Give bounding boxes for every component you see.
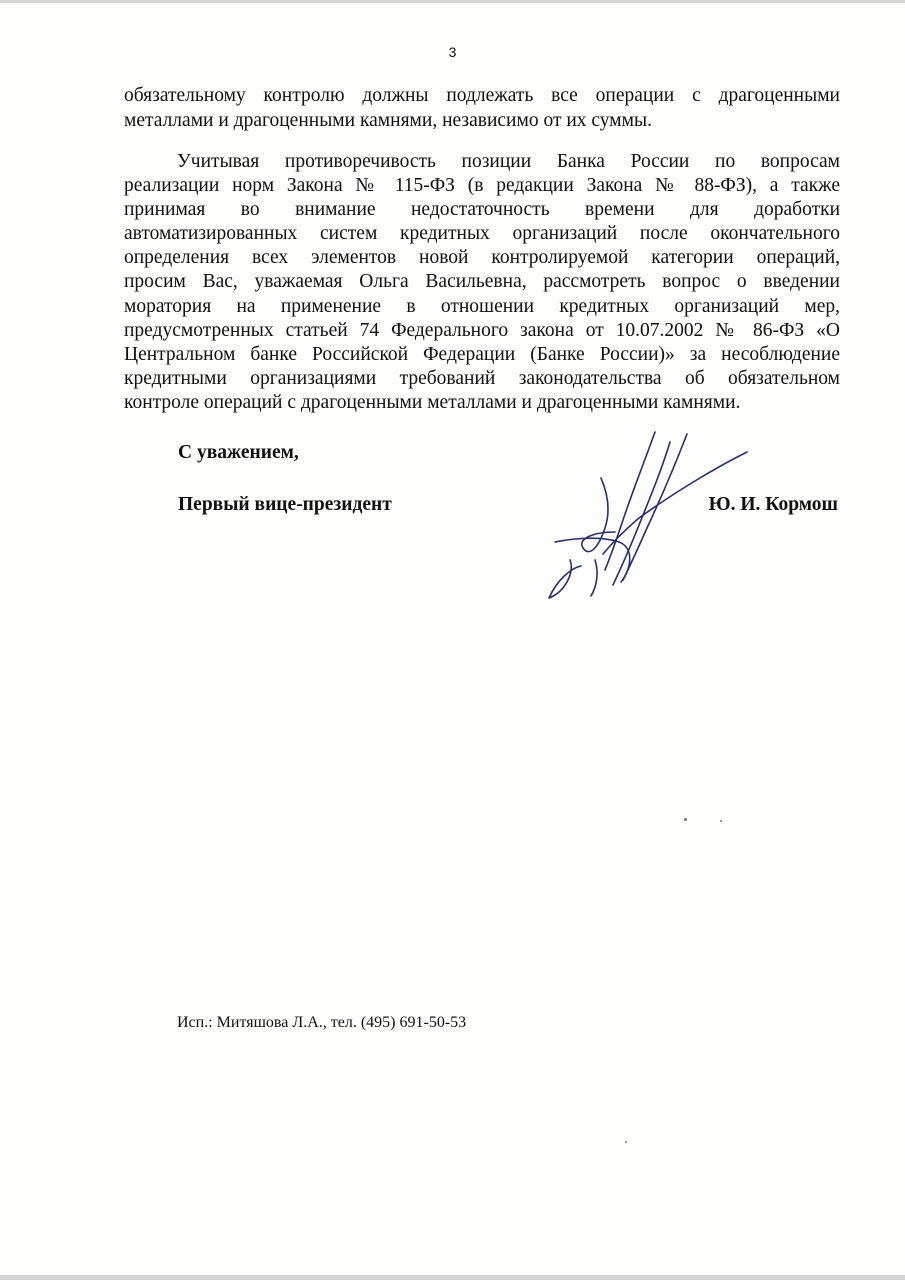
body-line: Учитывая противоречивость позиции Банка России по вопросам <box>177 151 840 172</box>
body-line: моратория на применение в отношении кредитных организаций мер, <box>124 296 840 317</box>
body-line: обязательному контролю должны подлежать все операции с драгоценными <box>124 85 840 106</box>
body-line: определения всех элементов новой контролируемой категории операций, <box>124 247 840 268</box>
body-line: Центральном банке Российской Федерации (Банке России)» за несоблюдение <box>124 344 840 365</box>
scan-speck <box>684 818 687 821</box>
scan-top-edge <box>0 0 905 3</box>
executor-contact: Исп.: Митяшова Л.А., тел. (495) 691-50-53 <box>177 1014 467 1031</box>
body-line: принимая во внимание недостаточность времени для доработки <box>124 199 840 220</box>
signatory-name: Ю. И. Кормош <box>708 494 838 515</box>
body-line: кредитными организациями требований законодательства об обязательном <box>124 368 840 389</box>
handwritten-signature <box>535 420 765 610</box>
signatory-position: Первый вице-президент <box>178 494 392 515</box>
scan-speck <box>720 820 722 822</box>
body-line: металлами и драгоценными камнями, независимо от их суммы. <box>124 110 652 131</box>
body-line: реализации норм Закона № 115-ФЗ (в редакции Закона № 88-ФЗ), а также <box>124 175 840 196</box>
body-line: автоматизированных систем кредитных организаций после окончательного <box>124 223 840 244</box>
body-line: предусмотренных статьей 74 Федерального закона от 10.07.2002 № 86-ФЗ «О <box>124 320 840 341</box>
body-line: просим Вас, уважаемая Ольга Васильевна, рассмотреть вопрос о введении <box>124 271 840 292</box>
page-number: 3 <box>448 44 457 60</box>
scan-bottom-edge <box>0 1275 905 1280</box>
body-line: контроле операций с драгоценными металлами и драгоценными камнями. <box>124 392 741 413</box>
scan-speck <box>625 1141 627 1143</box>
salutation: С уважением, <box>178 442 299 463</box>
